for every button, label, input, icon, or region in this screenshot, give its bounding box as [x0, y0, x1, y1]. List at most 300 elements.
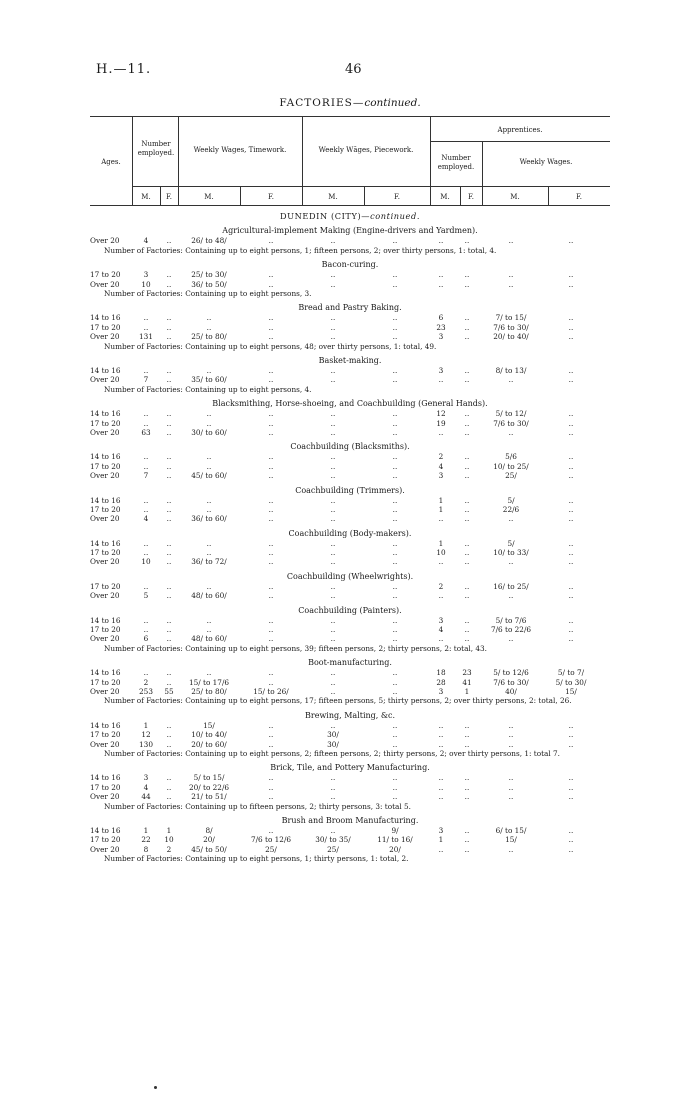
table-cell: ..	[464, 782, 470, 792]
table-cell: 63	[141, 427, 151, 437]
age-cell: 17 to 20	[90, 677, 121, 687]
table-cell: ..	[143, 313, 149, 323]
page-mark	[154, 1086, 157, 1089]
table-cell: 2	[438, 581, 444, 591]
age-cell: 14 to 16	[90, 668, 121, 678]
age-cell: 17 to 20	[90, 270, 121, 280]
table-row	[90, 783, 610, 792]
table-cell: ..	[268, 332, 274, 342]
table-cell: ..	[166, 409, 172, 419]
age-cell: 14 to 16	[90, 495, 121, 505]
table-cell: ..	[268, 313, 274, 323]
table-cell: ..	[568, 548, 574, 558]
table-cell: ..	[464, 452, 470, 462]
table-row	[90, 452, 610, 461]
table-cell: ..	[568, 461, 574, 471]
table-cell: 3	[143, 270, 149, 280]
col-app-number-employed: Number employed.	[437, 154, 475, 171]
table-cell: ..	[508, 279, 514, 289]
table-cell: ..	[330, 427, 336, 437]
table-cell: ..	[464, 365, 470, 375]
table-cell: ..	[568, 835, 574, 845]
age-cell: 17 to 20	[90, 548, 121, 558]
table-cell: ..	[166, 634, 172, 644]
table-cell: 10/ to 25/	[493, 461, 529, 471]
table-cell: ..	[568, 538, 574, 548]
table-cell: ..	[568, 418, 574, 428]
age-cell: Over 20	[90, 332, 120, 342]
table-row	[90, 375, 610, 384]
table-cell: ..	[568, 514, 574, 524]
table-cell: 30/ to 35/	[315, 835, 351, 845]
table-cell: ..	[166, 452, 172, 462]
section-title: Basket-making.	[318, 355, 382, 365]
table-cell: ..	[464, 792, 470, 802]
table-cell: 25/ to 80/	[191, 332, 227, 342]
table-cell: ..	[438, 773, 444, 783]
table-cell: 15/	[505, 835, 517, 845]
table-cell: ..	[508, 634, 514, 644]
age-cell: Over 20	[90, 634, 120, 644]
table-cell: ..	[330, 514, 336, 524]
table-cell: ..	[206, 452, 212, 462]
table-cell: ..	[508, 739, 514, 749]
table-cell: 11/ to 16/	[377, 835, 413, 845]
table-cell: ..	[392, 581, 398, 591]
table-cell: ..	[330, 548, 336, 558]
factories-note: Number of Factories: Containing up to fifteen persons, 2; thirty persons, 3: total 5.	[104, 801, 411, 811]
table-cell: ..	[464, 514, 470, 524]
age-cell: 14 to 16	[90, 365, 121, 375]
table-cell: 1	[143, 825, 149, 835]
table-cell: ..	[568, 825, 574, 835]
table-cell: ..	[268, 461, 274, 471]
table-cell: ..	[268, 548, 274, 558]
factories-note: Number of Factories: Containing up to eight persons, 4.	[104, 384, 312, 394]
table-cell: ..	[508, 270, 514, 280]
table-cell: 55	[164, 686, 174, 696]
table-cell: 8	[143, 844, 149, 854]
table-cell: ..	[568, 375, 574, 385]
table-cell: ..	[438, 739, 444, 749]
table-cell: ..	[392, 730, 398, 740]
table-cell: ..	[568, 452, 574, 462]
table-cell: ..	[330, 773, 336, 783]
table-cell: ..	[330, 782, 336, 792]
table-cell: 9/	[391, 825, 399, 835]
table-cell: 10	[164, 835, 174, 845]
industry-section	[90, 710, 610, 759]
col-weekly-piecework: Weekly Wāges, Piecework.	[318, 146, 414, 154]
table-cell: ..	[392, 782, 398, 792]
table-cell: ..	[206, 313, 212, 323]
table-cell: ..	[166, 720, 172, 730]
table-cell: ..	[143, 625, 149, 635]
table-cell: ..	[166, 548, 172, 558]
table-cell: ..	[438, 279, 444, 289]
table-cell: 253	[139, 686, 153, 696]
table-cell: ..	[268, 792, 274, 802]
table-cell: ..	[438, 720, 444, 730]
table-cell: 10/ to 33/	[493, 548, 529, 558]
table-cell: ..	[330, 677, 336, 687]
industry-section	[90, 528, 610, 567]
table-row	[90, 236, 610, 245]
table-cell: ..	[392, 322, 398, 332]
table-cell: 3	[438, 825, 444, 835]
table-row	[90, 366, 610, 375]
table-cell: ..	[438, 730, 444, 740]
table-cell: 36/ to 72/	[191, 557, 227, 567]
table-cell: ..	[268, 668, 274, 678]
table-cell: ..	[464, 471, 470, 481]
table-cell: ..	[166, 581, 172, 591]
table-cell: 7/6 to 30/	[493, 418, 529, 428]
table-cell: ..	[330, 720, 336, 730]
table-cell: ..	[206, 548, 212, 558]
table-cell: ..	[392, 548, 398, 558]
table-cell: ..	[392, 452, 398, 462]
table-cell: 10	[141, 279, 151, 289]
table-cell: ..	[268, 591, 274, 601]
table-cell: ..	[568, 581, 574, 591]
table-cell: ..	[464, 548, 470, 558]
table-cell: ..	[464, 504, 470, 514]
table-cell: 5/ to 7/	[557, 668, 585, 678]
table-cell: ..	[166, 792, 172, 802]
table-cell: 30/ to 60/	[191, 427, 227, 437]
section-title: Coachbuilding (Painters).	[298, 605, 402, 615]
table-cell: ..	[464, 332, 470, 342]
table-cell: ..	[268, 270, 274, 280]
table-row	[90, 721, 610, 730]
section-title: Brewing, Malting, &c.	[305, 710, 395, 720]
table-row	[90, 332, 610, 341]
age-cell: 17 to 20	[90, 835, 121, 845]
table-cell: ..	[508, 844, 514, 854]
table-cell: ..	[392, 471, 398, 481]
factories-note: Number of Factories: Containing up to eight persons, 39; fifteen persons, 2; thirty persons, 2: total, 43.	[104, 643, 487, 653]
table-cell: ..	[330, 792, 336, 802]
table-cell: ..	[330, 538, 336, 548]
table-cell: ..	[568, 730, 574, 740]
table-cell: ..	[268, 625, 274, 635]
table-cell: 15/	[203, 720, 215, 730]
table-cell: ..	[166, 375, 172, 385]
section-title: Coachbuilding (Blacksmiths).	[290, 442, 410, 452]
table-cell: ..	[392, 625, 398, 635]
table-cell: 2	[166, 844, 172, 854]
table-cell: ..	[330, 375, 336, 385]
table-cell: ..	[464, 538, 470, 548]
age-cell: 17 to 20	[90, 504, 121, 514]
industry-section	[90, 225, 610, 255]
table-cell: ..	[568, 504, 574, 514]
table-row	[90, 557, 610, 566]
table-cell: ..	[268, 504, 274, 514]
table-cell: ..	[143, 668, 149, 678]
col-m: M.	[204, 193, 214, 201]
table-cell: ..	[464, 375, 470, 385]
table-cell: ..	[166, 279, 172, 289]
table-cell: ..	[568, 844, 574, 854]
table-row	[90, 462, 610, 471]
table-cell: ..	[568, 322, 574, 332]
table-cell: ..	[568, 332, 574, 342]
table-cell: ..	[143, 581, 149, 591]
table-cell: ..	[464, 270, 470, 280]
table-cell: 20/ to 60/	[191, 739, 227, 749]
table-cell: ..	[464, 461, 470, 471]
table-cell: ..	[206, 504, 212, 514]
table-cell: ..	[268, 236, 274, 246]
table-cell: ..	[392, 686, 398, 696]
table-row	[90, 730, 610, 739]
table-cell: ..	[568, 625, 574, 635]
table-cell: ..	[568, 792, 574, 802]
table-cell: ..	[268, 365, 274, 375]
table-cell: 25/	[327, 844, 339, 854]
industry-section	[90, 441, 610, 480]
table-row	[90, 634, 610, 643]
table-cell: 48/ to 60/	[191, 591, 227, 601]
table-cell: 3	[438, 471, 444, 481]
table-cell: ..	[330, 625, 336, 635]
table-cell: ..	[330, 581, 336, 591]
table-cell: ..	[166, 504, 172, 514]
table-cell: ..	[568, 427, 574, 437]
table-cell: 48/ to 60/	[191, 634, 227, 644]
table-cell: ..	[166, 514, 172, 524]
table-row	[90, 419, 610, 428]
table-cell: ..	[392, 332, 398, 342]
table-cell: ..	[438, 792, 444, 802]
table-cell: 130	[139, 739, 153, 749]
factories-note: Number of Factories: Containing up to eight persons, 1; fifteen persons, 2; over thirty persons, 1: total, 4.	[104, 245, 497, 255]
table-cell: ..	[438, 591, 444, 601]
industry-section	[90, 398, 610, 437]
table-cell: ..	[392, 365, 398, 375]
table-cell: ..	[464, 409, 470, 419]
table-cell: 3	[438, 686, 444, 696]
table-cell: ..	[392, 236, 398, 246]
age-cell: Over 20	[90, 844, 120, 854]
table-row	[90, 792, 610, 801]
table-cell: ..	[508, 782, 514, 792]
age-cell: 17 to 20	[90, 782, 121, 792]
col-weekly-timework: Weekly Wages, Timework.	[193, 146, 287, 154]
table-cell: 1	[438, 835, 444, 845]
table-cell: ..	[568, 739, 574, 749]
table-cell: ..	[568, 615, 574, 625]
table-cell: ..	[166, 365, 172, 375]
industry-section	[90, 259, 610, 298]
table-cell: ..	[143, 409, 149, 419]
table-row	[90, 548, 610, 557]
table-cell: 4	[438, 461, 444, 471]
age-cell: Over 20	[90, 792, 120, 802]
table-cell: ..	[392, 461, 398, 471]
table-cell: ..	[330, 461, 336, 471]
age-cell: 17 to 20	[90, 581, 121, 591]
table-cell: ..	[143, 495, 149, 505]
table-cell: ..	[392, 615, 398, 625]
table-cell: 4	[143, 782, 149, 792]
table-cell: ..	[268, 375, 274, 385]
age-cell: Over 20	[90, 375, 120, 385]
table-cell: 7	[143, 375, 149, 385]
table-cell: ..	[464, 236, 470, 246]
table-cell: ..	[330, 279, 336, 289]
industry-section	[90, 815, 610, 864]
table-cell: 6	[438, 313, 444, 323]
table-cell: ..	[143, 615, 149, 625]
table-cell: 25/ to 30/	[191, 270, 227, 280]
table-cell: ..	[438, 634, 444, 644]
table-row	[90, 582, 610, 591]
age-cell: Over 20	[90, 686, 120, 696]
table-cell: ..	[268, 782, 274, 792]
table-cell: ..	[166, 418, 172, 428]
table-row	[90, 826, 610, 835]
table-cell: 25/ to 80/	[191, 686, 227, 696]
table-row	[90, 323, 610, 332]
industry-section	[90, 355, 610, 394]
table-cell: 1	[438, 504, 444, 514]
table-cell: 4	[143, 236, 149, 246]
table-cell: ..	[568, 365, 574, 375]
table-cell: ..	[392, 514, 398, 524]
table-row	[90, 270, 610, 279]
table-cell: ..	[206, 418, 212, 428]
industry-section	[90, 571, 610, 601]
table-row	[90, 740, 610, 749]
table-cell: 7/ to 15/	[495, 313, 527, 323]
section-title: Agricultural-implement Making (Engine-drivers and Yardmen).	[222, 226, 478, 236]
table-cell: ..	[392, 270, 398, 280]
table-cell: ..	[166, 270, 172, 280]
table-cell: ..	[464, 418, 470, 428]
section-title: Brush and Broom Manufacturing.	[281, 815, 419, 825]
table-row	[90, 428, 610, 437]
table-row	[90, 280, 610, 289]
table-cell: 5/ to 7/6	[495, 615, 527, 625]
column-headers	[90, 116, 610, 206]
table-cell: ..	[464, 279, 470, 289]
table-cell: 7/6 to 22/6	[490, 625, 532, 635]
table-cell: ..	[166, 313, 172, 323]
table-cell: ..	[206, 461, 212, 471]
table-cell: ..	[166, 427, 172, 437]
table-cell: 10	[141, 557, 151, 567]
table-cell: 30/	[327, 730, 339, 740]
table-cell: ..	[268, 581, 274, 591]
table-cell: ..	[568, 557, 574, 567]
table-cell: ..	[268, 427, 274, 437]
factories-note: Number of Factories: Containing up to eight persons, 2; fifteen persons, 2; thirty persons, 2; over thirty persons, 1: total 7.	[104, 748, 560, 758]
age-cell: 17 to 20	[90, 461, 121, 471]
table-cell: ..	[568, 591, 574, 601]
table-cell: ..	[268, 452, 274, 462]
table-row	[90, 505, 610, 514]
age-cell: 14 to 16	[90, 452, 121, 462]
table-cell: ..	[392, 668, 398, 678]
age-cell: 14 to 16	[90, 825, 121, 835]
factories-note: Number of Factories: Containing up to eight persons, 48; over thirty persons, 1: total, 49.	[104, 341, 437, 351]
table-cell: ..	[392, 538, 398, 548]
table-cell: ..	[508, 557, 514, 567]
table-cell: 36/ to 60/	[191, 514, 227, 524]
table-cell: ..	[330, 634, 336, 644]
table-cell: ..	[166, 557, 172, 567]
table-cell: ..	[166, 625, 172, 635]
industry-section	[90, 605, 610, 654]
col-ages: Ages.	[101, 158, 121, 166]
section-title: Coachbuilding (Wheelwrights).	[286, 571, 414, 581]
table-cell: 3	[438, 615, 444, 625]
table-cell: ..	[438, 270, 444, 280]
table-cell: 20/ to 40/	[493, 332, 529, 342]
table-cell: ..	[508, 427, 514, 437]
table-cell: 7/6 to 30/	[493, 322, 529, 332]
table-cell: ..	[330, 504, 336, 514]
table-cell: 6	[143, 634, 149, 644]
table-cell: ..	[330, 365, 336, 375]
age-cell: 14 to 16	[90, 313, 121, 323]
table-cell: ..	[166, 615, 172, 625]
table-cell: ..	[143, 504, 149, 514]
table-cell: 1	[166, 825, 172, 835]
table-cell: 30/	[327, 739, 339, 749]
table-cell: 45/ to 50/	[191, 844, 227, 854]
table-cell: ..	[464, 322, 470, 332]
table-cell: 3	[143, 773, 149, 783]
table-cell: ..	[438, 557, 444, 567]
table-cell: ..	[166, 739, 172, 749]
table-cell: ..	[166, 236, 172, 246]
table-cell: 35/ to 60/	[191, 375, 227, 385]
table-cell: ..	[166, 471, 172, 481]
col-m: M.	[328, 193, 338, 201]
table-cell: ..	[438, 236, 444, 246]
table-cell: 5/ to 12/6	[493, 668, 529, 678]
table-cell: ..	[268, 677, 274, 687]
table-cell: ..	[464, 844, 470, 854]
table-cell: ..	[392, 375, 398, 385]
table-row	[90, 773, 610, 782]
table-cell: ..	[438, 427, 444, 437]
table-cell: 45/ to 60/	[191, 471, 227, 481]
table-cell: 131	[139, 332, 153, 342]
factories-note: Number of Factories: Containing up to eight persons, 1; thirty persons, 1: total, 2.	[104, 854, 409, 864]
age-cell: 14 to 16	[90, 409, 121, 419]
table-cell: 5/ to 30/	[555, 677, 587, 687]
table-cell: ..	[464, 720, 470, 730]
table-cell: 20/	[203, 835, 215, 845]
table-cell: ..	[392, 739, 398, 749]
table-cell: ..	[268, 409, 274, 419]
table-cell: 7/6 to 30/	[493, 677, 529, 687]
table-cell: ..	[392, 313, 398, 323]
table-cell: 12	[436, 409, 446, 419]
table-row	[90, 313, 610, 322]
table-row	[90, 409, 610, 418]
table-cell: ..	[392, 504, 398, 514]
table-cell: 20/ to 22/6	[188, 782, 230, 792]
table-cell: ..	[143, 418, 149, 428]
table-cell: 22/6	[502, 504, 520, 514]
table-cell: ..	[392, 409, 398, 419]
